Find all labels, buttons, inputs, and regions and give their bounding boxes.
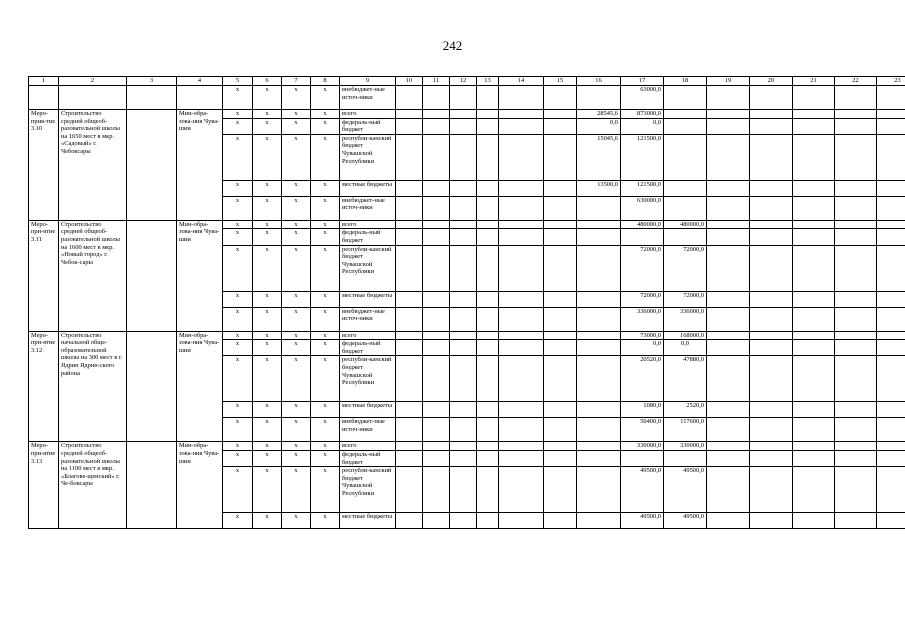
table-row: x x x x внебюджет-ные источ-ники 63000,0	[29, 86, 905, 110]
measure-title: Строительство начальной обще-образовательной школы на 300 мест в г. Ядрин Ядрин-ского района	[59, 331, 127, 442]
measure-title: Строительство средней общеоб-разовательной школы на 1600 мест в мкр. «Новый город» г. Чебок-сары	[59, 220, 127, 331]
header-cell: 4	[177, 77, 223, 86]
header-cell: 8	[311, 77, 340, 86]
funding-source: республи-канский бюджет Чувашской Республики	[340, 245, 396, 291]
table-row: Меро-при-ятие 3.11 Строительство средней общеоб-разовательной школы на 1600 мест в мкр. «Новый город» г. Чебок-сары Мин-обра-зова-ния Чува-шии x x x x всего 480000,0 480000,0	[29, 220, 905, 229]
header-cell: 21	[793, 77, 835, 86]
table-row: x x x x внебюджет-ные источ-ники 336000,0 336000,0	[29, 307, 905, 331]
header-cell: 7	[282, 77, 311, 86]
header-cell: 10	[396, 77, 423, 86]
funding-source: всего	[340, 220, 396, 229]
table-row: x x x x федераль-ный бюджет 0,0 0,0	[29, 118, 905, 134]
table-row: x x x x федераль-ный бюджет	[29, 229, 905, 245]
measure-number: Меро-при-ятие 3.12	[29, 331, 59, 442]
funding-source: федераль-ный бюджет	[340, 450, 396, 466]
funding-source: федераль-ный бюджет	[340, 340, 396, 356]
header-cell: 12	[450, 77, 477, 86]
table-row: x x x x местные бюджеты 13500,0 121500,0	[29, 180, 905, 196]
table-row: x x x x местные бюджеты 1080,0 2520,0	[29, 402, 905, 418]
header-cell: 1	[29, 77, 59, 86]
funding-source: республи-канский бюджет Чувашской Республики	[340, 134, 396, 180]
table-row: Меро-при-ятие 3.12 Строительство начальной обще-образовательной школы на 300 мест в г. Ядрин Ядрин-ского района Мин-обра-зова-ния Чува-шии x x x x всего 73000,0 168000,0	[29, 331, 905, 340]
funding-source: внебюджет-ные источ-ники	[340, 418, 396, 442]
table-row: x x x x местные бюджеты 72000,0 72000,0	[29, 291, 905, 307]
header-cell: 18	[664, 77, 707, 86]
funding-source: федераль-ный бюджет	[340, 118, 396, 134]
header-cell: 11	[423, 77, 450, 86]
funding-source: внебюджет-ные источ-ники	[340, 86, 396, 110]
table-row: x x x x федераль-ный бюджет 0,0 0,0	[29, 340, 905, 356]
header-cell: 16	[577, 77, 621, 86]
funding-source: местные бюджеты	[340, 180, 396, 196]
page-number: 242	[442, 38, 463, 53]
header-cell: 14	[499, 77, 544, 86]
measure-title: Строительство средней общеоб-разовательной школы на 1650 мест в мкр. «Садовый» г. Чебоксары	[59, 110, 127, 221]
header-cell: 5	[223, 77, 253, 86]
funding-source: внебюджет-ные источ-ники	[340, 196, 396, 220]
funding-source: местные бюджеты	[340, 291, 396, 307]
table-row: x x x x местные бюджеты 49500,0 49500,0	[29, 513, 905, 529]
header-cell: 23	[877, 77, 905, 86]
table-row: Меро-при-ятие 3.13 Строительство средней общеоб-разовательной школы на 1100 мест в мкр. «Благове-щенский» г. Че-боксары Мин-обра-зова-ния Чува-шии x x x x всего 330000,0 330000,0	[29, 442, 905, 451]
table-row: x x x x республи-канский бюджет Чувашской Республики 72000,0 72000,0	[29, 245, 905, 291]
header-cell: 6	[253, 77, 282, 86]
header-cell: 15	[544, 77, 577, 86]
measure-title: Строительство средней общеоб-разовательной школы на 1100 мест в мкр. «Благове-щенский» г. Че-боксары	[59, 442, 127, 529]
funding-source: внебюджет-ные источ-ники	[340, 307, 396, 331]
budget-table	[28, 76, 905, 529]
funding-source: всего	[340, 331, 396, 340]
funding-source: федераль-ный бюджет	[340, 229, 396, 245]
table-row: x x x x республи-канский бюджет Чувашской Республики 15045,6 121500,0	[29, 134, 905, 180]
header-cell: 3	[127, 77, 177, 86]
table-row: Меро-прия-тие 3.10 Строительство средней общеоб-разовательной школы на 1650 мест в мкр. «Садовый» г. Чебоксары Мин-обра-зова-ния Чува-шии x x x x всего 28545,6 873000,0	[29, 110, 905, 119]
responsible-executor: Мин-обра-зова-ния Чува-шии	[177, 220, 223, 331]
table-row: x x x x федераль-ный бюджет	[29, 450, 905, 466]
header-cell: 22	[835, 77, 877, 86]
table-row: x x x x внебюджет-ные источ-ники 50400,0 117600,0	[29, 418, 905, 442]
measure-number: Меро-при-ятие 3.13	[29, 442, 59, 529]
table-row: x x x x республи-канский бюджет Чувашской Республики 49500,0 49500,0	[29, 467, 905, 513]
header-cell: 13	[477, 77, 499, 86]
header-row	[29, 77, 905, 86]
header-cell: 2	[59, 77, 127, 86]
responsible-executor: Мин-обра-зова-ния Чува-шии	[177, 442, 223, 529]
header-cell: 20	[750, 77, 793, 86]
funding-source: местные бюджеты	[340, 513, 396, 529]
funding-source: республи-канский бюджет Чувашской Республики	[340, 467, 396, 513]
funding-source: местные бюджеты	[340, 402, 396, 418]
header-cell: 9	[340, 77, 396, 86]
responsible-executor: Мин-обра-зова-ния Чува-шии	[177, 331, 223, 442]
header-cell: 19	[707, 77, 750, 86]
funding-source: всего	[340, 442, 396, 451]
responsible-executor: Мин-обра-зова-ния Чува-шии	[177, 110, 223, 221]
funding-source: республи-канский бюджет Чувашской Республики	[340, 356, 396, 402]
header-cell: 17	[621, 77, 664, 86]
table-row: x x x x внебюджет-ные источ-ники 630000,0	[29, 196, 905, 220]
measure-number: Меро-при-ятие 3.11	[29, 220, 59, 331]
funding-source: всего	[340, 110, 396, 119]
table-row: x x x x республи-канский бюджет Чувашской Республики 20520,0 47880,0	[29, 356, 905, 402]
measure-number: Меро-прия-тие 3.10	[29, 110, 59, 221]
